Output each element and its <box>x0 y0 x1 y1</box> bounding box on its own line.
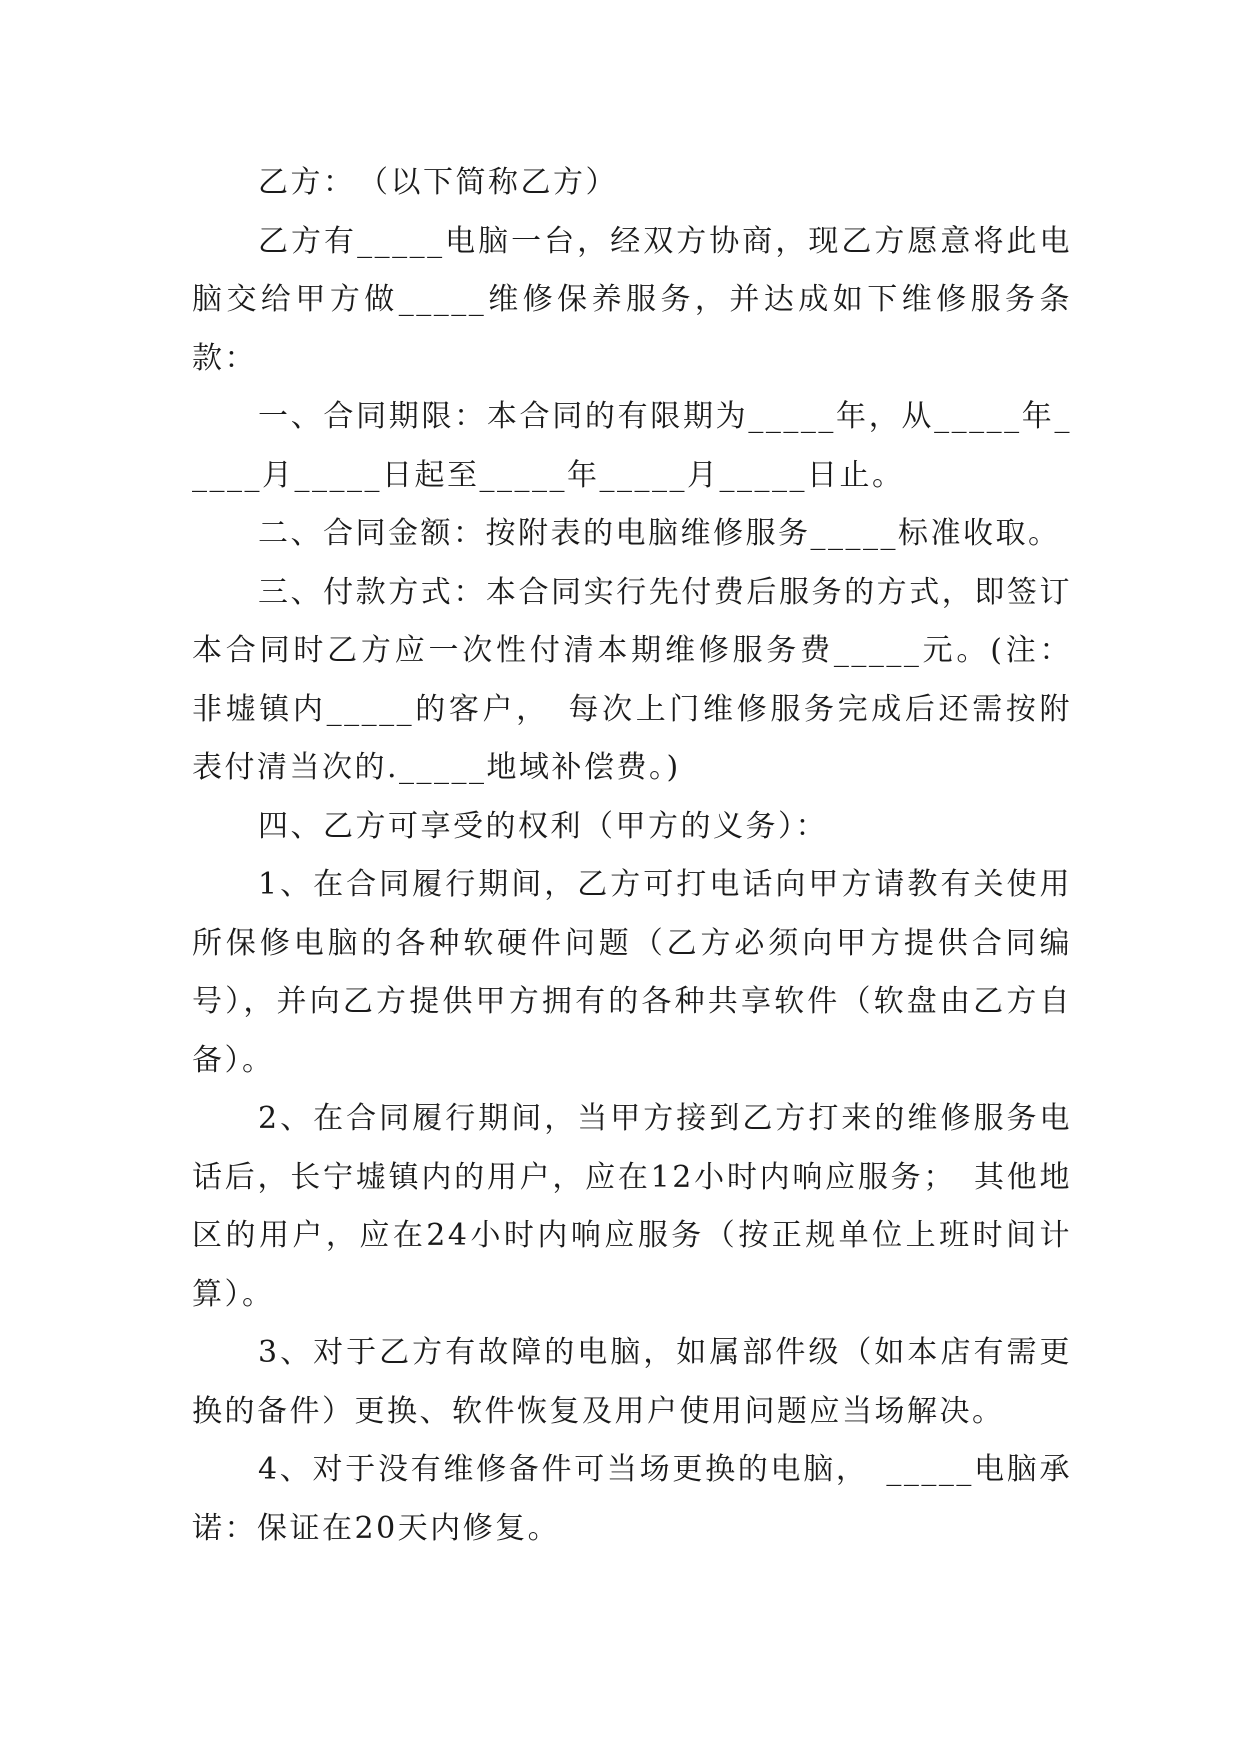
preamble-paragraph: 乙方有_____电脑一台，经双方协商，现乙方愿意将此电脑交给甲方做_____维修保养服务，并达成如下维修服务条款： <box>192 223 1072 376</box>
clause-4-item-3: 3、对于乙方有故障的电脑，如属部件级（如本店有需更换的备件）更换、软件恢复及用户使用问题应当场解决。 <box>192 1335 1072 1429</box>
clause-4-item-2: 2、在合同履行期间，当甲方接到乙方打来的维修服务电话后，长宁墟镇内的用户，应在12小时内响应服务； 其他地区的用户，应在24小时内响应服务（按正规单位上班时间计算）。 <box>192 1101 1072 1312</box>
clause-3-payment: 三、付款方式：本合同实行先付费后服务的方式，即签订本合同时乙方应一次性付清本期维修服务费_____元。(注：非墟镇内_____的客户， 每次上门维修服务完成后还需按附表付清当次的._____地域补偿费。) <box>192 574 1072 785</box>
clause-4-item-1: 1、在合同履行期间，乙方可打电话向甲方请教有关使用所保修电脑的各种软硬件问题（乙方必须向甲方提供合同编号），并向乙方提供甲方拥有的各种共享软件（软盘由乙方自备）。 <box>192 867 1072 1078</box>
contract-body <box>192 154 1072 1558</box>
party-b-line: 乙方： （以下简称乙方） <box>258 165 618 200</box>
clause-2-amount: 二、合同金额：按附表的电脑维修服务_____标准收取。 <box>258 516 1061 551</box>
clause-4-rights-heading: 四、乙方可享受的权利（甲方的义务）： <box>258 808 828 844</box>
clause-1-term: 一、合同期限：本合同的有限期为_____年，从_____年_____月_____日起至_____年_____月_____日止。 <box>192 399 1072 493</box>
clause-4-item-4: 4、对于没有维修备件可当场更换的电脑， _____电脑承诺：保证在20天内修复。 <box>192 1452 1072 1546</box>
